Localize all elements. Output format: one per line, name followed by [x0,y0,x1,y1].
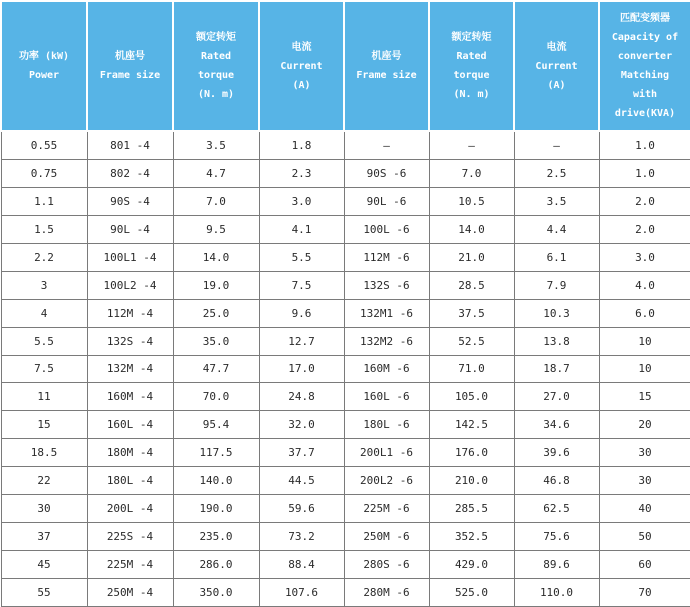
cell-power: 1.1 [1,187,87,215]
cell-frame-size-6pole: 112M -6 [344,243,429,271]
cell-rated-torque-6pole: 14.0 [429,215,514,243]
cell-converter-capacity: 1.0 [599,159,690,187]
table-row [1,495,690,523]
cell-current-4pole: 59.6 [259,495,344,523]
cell-converter-capacity: 4.0 [599,271,690,299]
table-row [1,159,690,187]
header-torque-en-2: torque [197,70,235,81]
cell-current-6pole: 75.6 [514,523,599,551]
cell-frame-size-4pole: 160L -4 [87,411,173,439]
cell-power: 1.5 [1,215,87,243]
table-row [1,355,690,383]
cell-power: 0.55 [1,131,87,159]
cell-converter-capacity: 20 [599,411,690,439]
cell-current-4pole: 44.5 [259,467,344,495]
cell-current-6pole: 34.6 [514,411,599,439]
cell-current-4pole: 7.5 [259,271,344,299]
cell-frame-size-6pole: 200L1 -6 [344,439,429,467]
cell-frame-size-4pole: 132S -4 [87,327,173,355]
cell-frame-size-6pole: 225M -6 [344,495,429,523]
cell-rated-torque-4pole: 7.0 [173,187,259,215]
cell-frame-size-4pole: 90S -4 [87,187,173,215]
cell-rated-torque-4pole: 4.7 [173,159,259,187]
cell-current-6pole: 110.0 [514,579,599,607]
cell-converter-capacity: 40 [599,495,690,523]
cell-current-4pole: 37.7 [259,439,344,467]
cell-current-4pole: 12.7 [259,327,344,355]
cell-current-4pole: 107.6 [259,579,344,607]
cell-power: 11 [1,383,87,411]
cell-current-4pole: 4.1 [259,215,344,243]
cell-rated-torque-4pole: 70.0 [173,383,259,411]
cell-rated-torque-6pole: 176.0 [429,439,514,467]
cell-rated-torque-4pole: 190.0 [173,495,259,523]
cell-rated-torque-4pole: 235.0 [173,523,259,551]
cell-frame-size-4pole: 180L -4 [87,467,173,495]
cell-rated-torque-6pole: — [429,131,514,159]
table-row [1,243,690,271]
header-current-6pole [514,1,599,131]
header-power [1,1,87,131]
cell-frame-size-4pole: 250M -4 [87,579,173,607]
cell-rated-torque-6pole: 105.0 [429,383,514,411]
cell-current-4pole: 32.0 [259,411,344,439]
table-row [1,187,690,215]
cell-frame-size-6pole: 90S -6 [344,159,429,187]
cell-frame-size-6pole: 160L -6 [344,383,429,411]
header-converter-en-3: Matching [620,70,670,81]
cell-current-6pole: 3.5 [514,187,599,215]
cell-power: 55 [1,579,87,607]
cell-converter-capacity: 2.0 [599,215,690,243]
cell-frame-size-6pole: 280S -6 [344,551,429,579]
cell-current-6pole: 2.5 [514,159,599,187]
cell-rated-torque-4pole: 19.0 [173,271,259,299]
cell-rated-torque-6pole: 429.0 [429,551,514,579]
cell-power: 15 [1,411,87,439]
cell-frame-size-4pole: 801 -4 [87,131,173,159]
cell-current-4pole: 17.0 [259,355,344,383]
cell-rated-torque-4pole: 117.5 [173,439,259,467]
cell-rated-torque-4pole: 25.0 [173,299,259,327]
cell-current-6pole: 13.8 [514,327,599,355]
cell-frame-size-6pole: 132M2 -6 [344,327,429,355]
cell-rated-torque-4pole: 3.5 [173,131,259,159]
header-converter-en-1: Capacity of [611,32,679,43]
header-frame-size-6pole [344,1,429,131]
cell-frame-size-6pole: — [344,131,429,159]
cell-current-4pole: 88.4 [259,551,344,579]
cell-current-4pole: 24.8 [259,383,344,411]
cell-rated-torque-4pole: 95.4 [173,411,259,439]
cell-current-4pole: 3.0 [259,187,344,215]
cell-power: 2.2 [1,243,87,271]
cell-rated-torque-4pole: 9.5 [173,215,259,243]
header-torque-cn: 额定转矩 [196,32,236,43]
cell-rated-torque-6pole: 71.0 [429,355,514,383]
header-current-cn: 电流 [291,41,312,53]
cell-frame-size-4pole: 200L -4 [87,495,173,523]
cell-frame-size-4pole: 802 -4 [87,159,173,187]
cell-frame-size-4pole: 132M -4 [87,355,173,383]
cell-rated-torque-6pole: 210.0 [429,467,514,495]
cell-rated-torque-6pole: 28.5 [429,271,514,299]
cell-converter-capacity: 15 [599,383,690,411]
cell-frame-size-4pole: 100L2 -4 [87,271,173,299]
table-row [1,327,690,355]
cell-current-6pole: 18.7 [514,355,599,383]
cell-current-6pole: 62.5 [514,495,599,523]
cell-current-6pole: 4.4 [514,215,599,243]
cell-current-6pole: 89.6 [514,551,599,579]
cell-frame-size-4pole: 90L -4 [87,215,173,243]
table-row [1,523,690,551]
table-row [1,411,690,439]
header-current-unit: (A) [292,79,311,91]
cell-frame-size-4pole: 225S -4 [87,523,173,551]
table-row [1,299,690,327]
cell-converter-capacity: 6.0 [599,299,690,327]
cell-converter-capacity: 30 [599,467,690,495]
header-frame-cn: 机座号 [115,51,145,62]
header-torque-unit: (N. m) [453,89,490,100]
header-current-4pole [259,1,344,131]
cell-current-6pole: — [514,131,599,159]
cell-current-4pole: 2.3 [259,159,344,187]
cell-converter-capacity: 1.0 [599,131,690,159]
cell-rated-torque-4pole: 286.0 [173,551,259,579]
cell-current-6pole: 6.1 [514,243,599,271]
table-header [1,1,690,131]
cell-power: 0.75 [1,159,87,187]
cell-current-4pole: 73.2 [259,523,344,551]
header-torque-en-1: Rated [456,51,487,62]
header-frame-en: Frame size [99,70,161,81]
table-row [1,439,690,467]
cell-rated-torque-6pole: 10.5 [429,187,514,215]
cell-frame-size-4pole: 180M -4 [87,439,173,467]
cell-frame-size-6pole: 250M -6 [344,523,429,551]
cell-frame-size-4pole: 225M -4 [87,551,173,579]
cell-power: 22 [1,467,87,495]
cell-current-4pole: 9.6 [259,299,344,327]
header-torque-en-2: torque [453,70,490,81]
header-current-en: Current [280,60,323,72]
cell-rated-torque-6pole: 37.5 [429,299,514,327]
cell-current-6pole: 46.8 [514,467,599,495]
table-row [1,383,690,411]
cell-rated-torque-4pole: 140.0 [173,467,259,495]
header-torque-cn: 额定转矩 [451,32,492,43]
table-body [1,131,690,607]
header-converter-en-2: converter [617,51,673,62]
header-power-cn: 功率 (kW) [18,51,70,62]
cell-converter-capacity: 3.0 [599,243,690,271]
table-row [1,551,690,579]
cell-power: 45 [1,551,87,579]
cell-converter-capacity: 30 [599,439,690,467]
cell-frame-size-6pole: 90L -6 [344,187,429,215]
cell-frame-size-6pole: 280M -6 [344,579,429,607]
cell-rated-torque-4pole: 47.7 [173,355,259,383]
header-converter-capacity [599,1,690,131]
cell-current-6pole: 7.9 [514,271,599,299]
cell-frame-size-4pole: 112M -4 [87,299,173,327]
header-converter-cn: 匹配变频器 [620,13,670,24]
cell-frame-size-6pole: 100L -6 [344,215,429,243]
cell-frame-size-6pole: 180L -6 [344,411,429,439]
cell-frame-size-6pole: 200L2 -6 [344,467,429,495]
cell-frame-size-4pole: 160M -4 [87,383,173,411]
cell-frame-size-6pole: 160M -6 [344,355,429,383]
cell-frame-size-6pole: 132S -6 [344,271,429,299]
cell-rated-torque-4pole: 14.0 [173,243,259,271]
cell-rated-torque-6pole: 21.0 [429,243,514,271]
header-power-en: Power [28,70,60,81]
header-current-en: Current [535,60,578,72]
cell-power: 5.5 [1,327,87,355]
cell-current-6pole: 10.3 [514,299,599,327]
header-torque-en-1: Rated [200,51,232,62]
cell-rated-torque-4pole: 35.0 [173,327,259,355]
cell-rated-torque-6pole: 525.0 [429,579,514,607]
header-converter-en-5: drive(KVA) [614,108,676,119]
header-converter-en-4: with [632,89,658,100]
cell-rated-torque-4pole: 350.0 [173,579,259,607]
header-frame-size-4pole [87,1,173,131]
header-torque-unit: (N. m) [197,89,235,100]
cell-converter-capacity: 50 [599,523,690,551]
header-frame-en: Frame size [356,70,417,81]
header-frame-cn: 机座号 [371,51,402,62]
cell-power: 30 [1,495,87,523]
cell-current-6pole: 27.0 [514,383,599,411]
cell-rated-torque-6pole: 285.5 [429,495,514,523]
cell-converter-capacity: 60 [599,551,690,579]
cell-frame-size-6pole: 132M1 -6 [344,299,429,327]
cell-converter-capacity: 2.0 [599,187,690,215]
table-row [1,467,690,495]
header-rated-torque-4pole [173,1,259,131]
header-rated-torque-6pole [429,1,514,131]
cell-rated-torque-6pole: 352.5 [429,523,514,551]
table-row [1,579,690,607]
cell-converter-capacity: 10 [599,327,690,355]
cell-rated-torque-6pole: 142.5 [429,411,514,439]
table-row [1,215,690,243]
table-row [1,131,690,159]
cell-power: 4 [1,299,87,327]
cell-current-6pole: 39.6 [514,439,599,467]
cell-converter-capacity: 70 [599,579,690,607]
table-row [1,271,690,299]
cell-power: 7.5 [1,355,87,383]
header-current-unit: (A) [547,79,566,91]
cell-current-4pole: 1.8 [259,131,344,159]
header-current-cn: 电流 [546,41,567,53]
cell-converter-capacity: 10 [599,355,690,383]
cell-power: 18.5 [1,439,87,467]
cell-power: 37 [1,523,87,551]
cell-frame-size-4pole: 100L1 -4 [87,243,173,271]
header-row [1,1,690,131]
cell-rated-torque-6pole: 7.0 [429,159,514,187]
cell-current-4pole: 5.5 [259,243,344,271]
cell-power: 3 [1,271,87,299]
cell-rated-torque-6pole: 52.5 [429,327,514,355]
